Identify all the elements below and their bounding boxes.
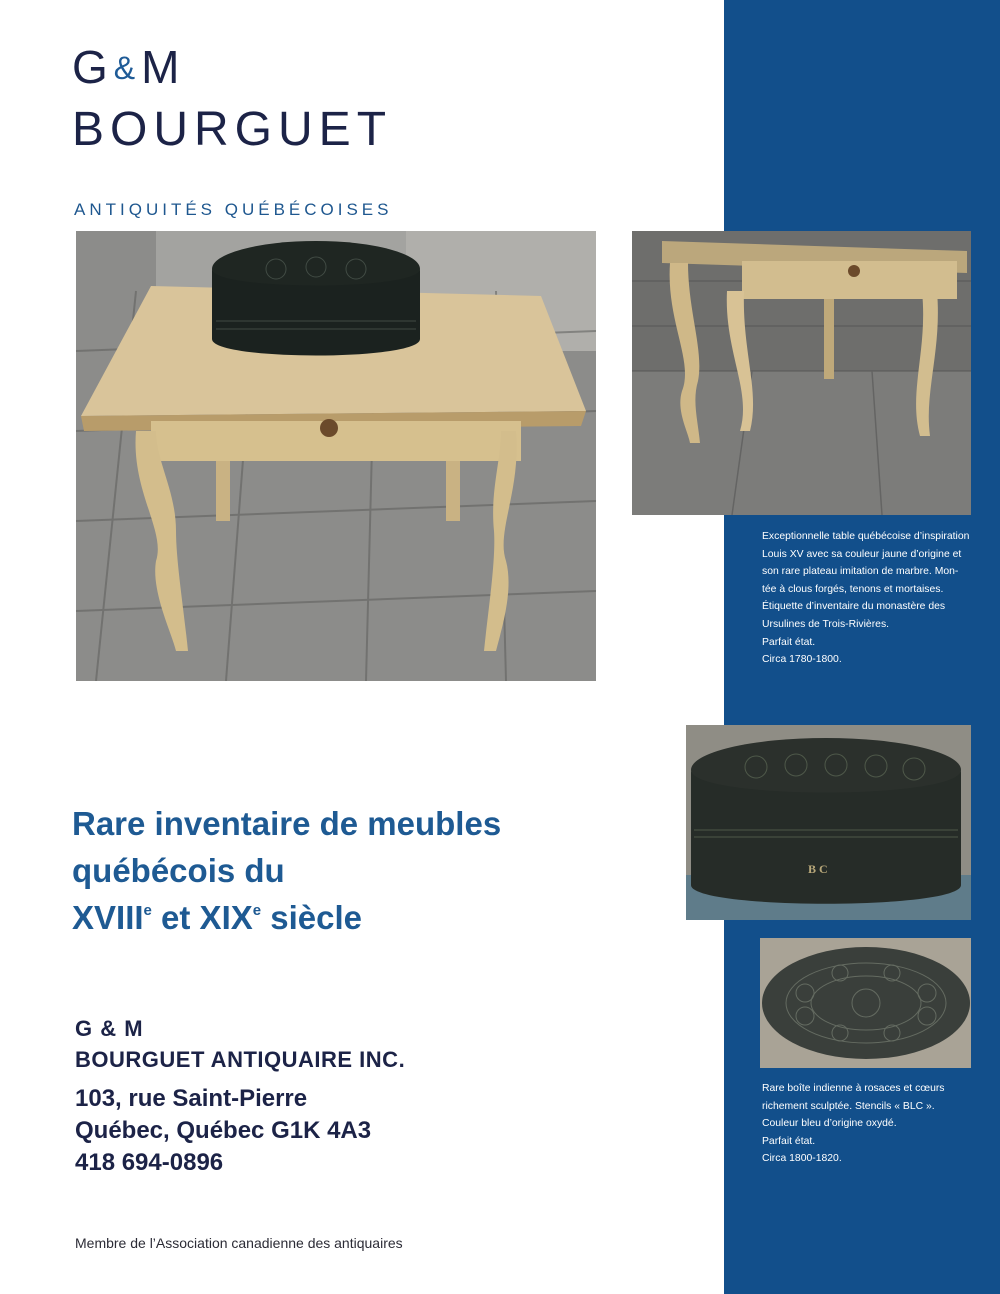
photo-box-side bbox=[686, 725, 971, 920]
caption-line: Circa 1780-1800. bbox=[762, 654, 842, 666]
caption-line: Étiquette d’inventaire du monastère des bbox=[762, 601, 946, 613]
superscript-e: e bbox=[252, 902, 262, 919]
caption-line: Couleur bleu d’origine oxydé. bbox=[762, 1118, 897, 1130]
box-top-illustration bbox=[760, 938, 971, 1068]
caption-line: Parfait état. bbox=[762, 1135, 816, 1147]
street-address: 103, rue Saint-Pierre bbox=[75, 1085, 308, 1112]
headline-line-1: Rare inventaire de meubles bbox=[72, 805, 502, 842]
caption-line: Exceptionnelle table québécoise d’inspiration bbox=[762, 531, 970, 542]
table-caption bbox=[762, 528, 982, 669]
box-side-illustration bbox=[686, 725, 971, 920]
logo-bourguet: BOURGUET bbox=[72, 103, 393, 156]
table-with-box-illustration bbox=[76, 231, 596, 681]
tagline: ANTIQUITÉS QUÉBÉCOISES bbox=[74, 200, 393, 219]
caption-line: Circa 1800-1820. bbox=[762, 1153, 842, 1165]
caption-line: Parfait état. bbox=[762, 636, 816, 648]
caption-line: Ursulines de Trois-Rivières. bbox=[762, 618, 890, 630]
headline-siecle: siècle bbox=[261, 899, 363, 936]
headline bbox=[72, 800, 501, 941]
logo-gm bbox=[72, 40, 181, 94]
caption-line: son rare plateau imitation de marbre. Mon- bbox=[762, 566, 959, 578]
city-postal-code: Québec, Québec G1K 4A3 bbox=[75, 1117, 372, 1144]
photo-table-with-box bbox=[76, 231, 596, 681]
logo-m: M bbox=[141, 41, 182, 93]
logo-ampersand: & bbox=[113, 50, 138, 86]
headline-century-1: XVIII bbox=[72, 899, 144, 936]
table-detail-illustration bbox=[632, 231, 971, 515]
headline-century-2: et XIX bbox=[151, 899, 253, 936]
logo-g: G bbox=[72, 41, 110, 93]
caption-line: Louis XV avec sa couleur jaune d’origine et bbox=[762, 548, 962, 560]
photo-table-detail bbox=[632, 231, 971, 515]
company-name-line-2: BOURGUET ANTIQUAIRE INC. bbox=[75, 1047, 406, 1072]
caption-line: tée à clous forgés, tenons et mortaises. bbox=[762, 583, 944, 595]
company-name-line-1: G & M bbox=[75, 1016, 144, 1041]
box-stencil-text: B C bbox=[808, 862, 828, 876]
caption-line: richement sculptée. Stencils « BLC ». bbox=[762, 1100, 935, 1112]
phone-number: 418 694-0896 bbox=[75, 1149, 224, 1176]
box-caption bbox=[762, 1080, 982, 1168]
headline-line-3 bbox=[72, 894, 501, 941]
membership-note: Membre de l’Association canadienne des antiquaires bbox=[75, 1235, 403, 1251]
headline-line-2: québécois du bbox=[72, 852, 285, 889]
photo-box-top bbox=[760, 938, 971, 1068]
superscript-e: e bbox=[143, 902, 152, 919]
caption-line: Rare boîte indienne à rosaces et cœurs bbox=[762, 1083, 945, 1094]
